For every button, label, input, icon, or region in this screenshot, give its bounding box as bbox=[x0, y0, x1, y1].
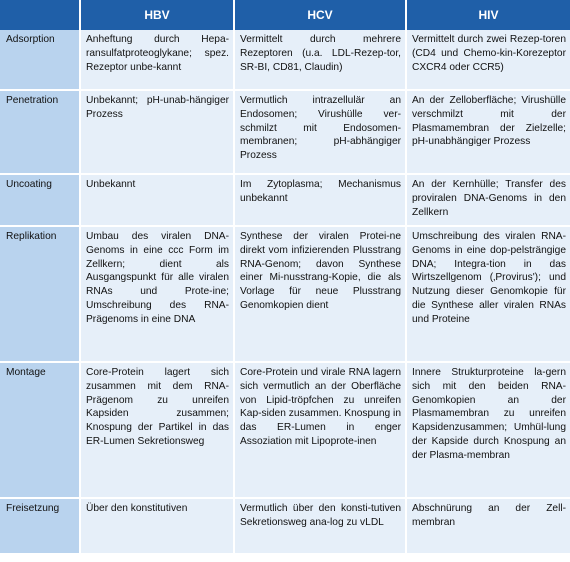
cell-hbv: Core-Protein lagert sich zusammen mit dem RNA-Prägenom zu unreifen Kapsiden zusammen; Knospung der Partikel in das ER-Lumen Sekretionsweg bbox=[80, 362, 234, 498]
cell-hiv: Vermittelt durch zwei Rezep-toren (CD4 und Chemo-kin-Korezeptor CXCR4 oder CCR5) bbox=[406, 30, 570, 90]
cell-hcv: Im Zytoplasma; Mechanismus unbekannt bbox=[234, 174, 406, 226]
cell-hcv: Core-Protein und virale RNA lagern sich vermutlich an der Oberfläche von Lipid-tröpfchen zu unreifen Kap-siden zusammen. Knospung in das ER-Lumen in enger Assoziation mit Lipoprote-inen bbox=[234, 362, 406, 498]
header-corner bbox=[0, 0, 80, 30]
header-row bbox=[0, 0, 570, 30]
cell-hcv: Vermutlich über den konsti-tutiven Sekretionsweg ana-log zu vLDL bbox=[234, 498, 406, 554]
header-hiv: HIV bbox=[406, 0, 570, 30]
row-label-replikation: Replikation bbox=[0, 226, 80, 362]
table-row bbox=[0, 498, 570, 554]
cell-hbv: Unbekannt bbox=[80, 174, 234, 226]
table-row bbox=[0, 226, 570, 362]
row-label-uncoating: Uncoating bbox=[0, 174, 80, 226]
cell-hiv: An der Kernhülle; Transfer des proviralen DNA-Genoms in den Zellkern bbox=[406, 174, 570, 226]
cell-hiv: An der Zelloberfläche; Virushülle verschmilzt mit der Plasmamembran der Zielzelle; pH-unabhängiger Prozess bbox=[406, 90, 570, 174]
row-label-montage: Montage bbox=[0, 362, 80, 498]
cell-hcv: Vermutlich intrazellulär an Endosomen; Virushülle ver-schmilzt mit Endosomen-membranen; pH-abhängiger Prozess bbox=[234, 90, 406, 174]
cell-hbv: Umbau des viralen DNA-Genoms in eine ccc Form im Zellkern; dient als Ausgangspunkt für alle viralen RNAs und Prote-ine; Umschreibung des RNA-Prägenoms in eine DNA bbox=[80, 226, 234, 362]
cell-hcv: Synthese der viralen Protei-ne direkt vom infizierenden Plusstrang RNA-Genom; davon Synthese einer Mi-nusstrang-Kopie, die als Vorlage für neue Plusstrang Genomkopien dient bbox=[234, 226, 406, 362]
table-row bbox=[0, 90, 570, 174]
cell-hbv: Anheftung durch Hepa-ransulfatproteoglykane; spez. Rezeptor unbe-kannt bbox=[80, 30, 234, 90]
cell-hbv: Über den konstitutiven bbox=[80, 498, 234, 554]
cell-hiv: Umschreibung des viralen RNA-Genoms in eine dop-pelsträngige DNA; Integra-tion in das Wirtszellgenom (‚Provirus'); und Nutzung dieser Genomkopie für die Synthese aller viralen RNAs und Proteine bbox=[406, 226, 570, 362]
cell-hcv: Vermittelt durch mehrere Rezeptoren (u.a. LDL-Rezep-tor, SR-BI, CD81, Claudin) bbox=[234, 30, 406, 90]
cell-hbv: Unbekannt; pH-unab-hängiger Prozess bbox=[80, 90, 234, 174]
header-hcv: HCV bbox=[234, 0, 406, 30]
cell-hiv: Innere Strukturproteine la-gern sich mit den beiden RNA-Genomkopien an der Plasmamembran zu unreifen Kapsidenzusammen; Umhül-lung der Kapside durch Knospung an der Plasma-membran bbox=[406, 362, 570, 498]
table-row bbox=[0, 362, 570, 498]
table-row bbox=[0, 30, 570, 90]
table-row bbox=[0, 174, 570, 226]
row-label-freisetzung: Freisetzung bbox=[0, 498, 80, 554]
header-hbv: HBV bbox=[80, 0, 234, 30]
row-label-adsorption: Adsorption bbox=[0, 30, 80, 90]
row-label-penetration: Penetration bbox=[0, 90, 80, 174]
cell-hiv: Abschnürung an der Zell-membran bbox=[406, 498, 570, 554]
